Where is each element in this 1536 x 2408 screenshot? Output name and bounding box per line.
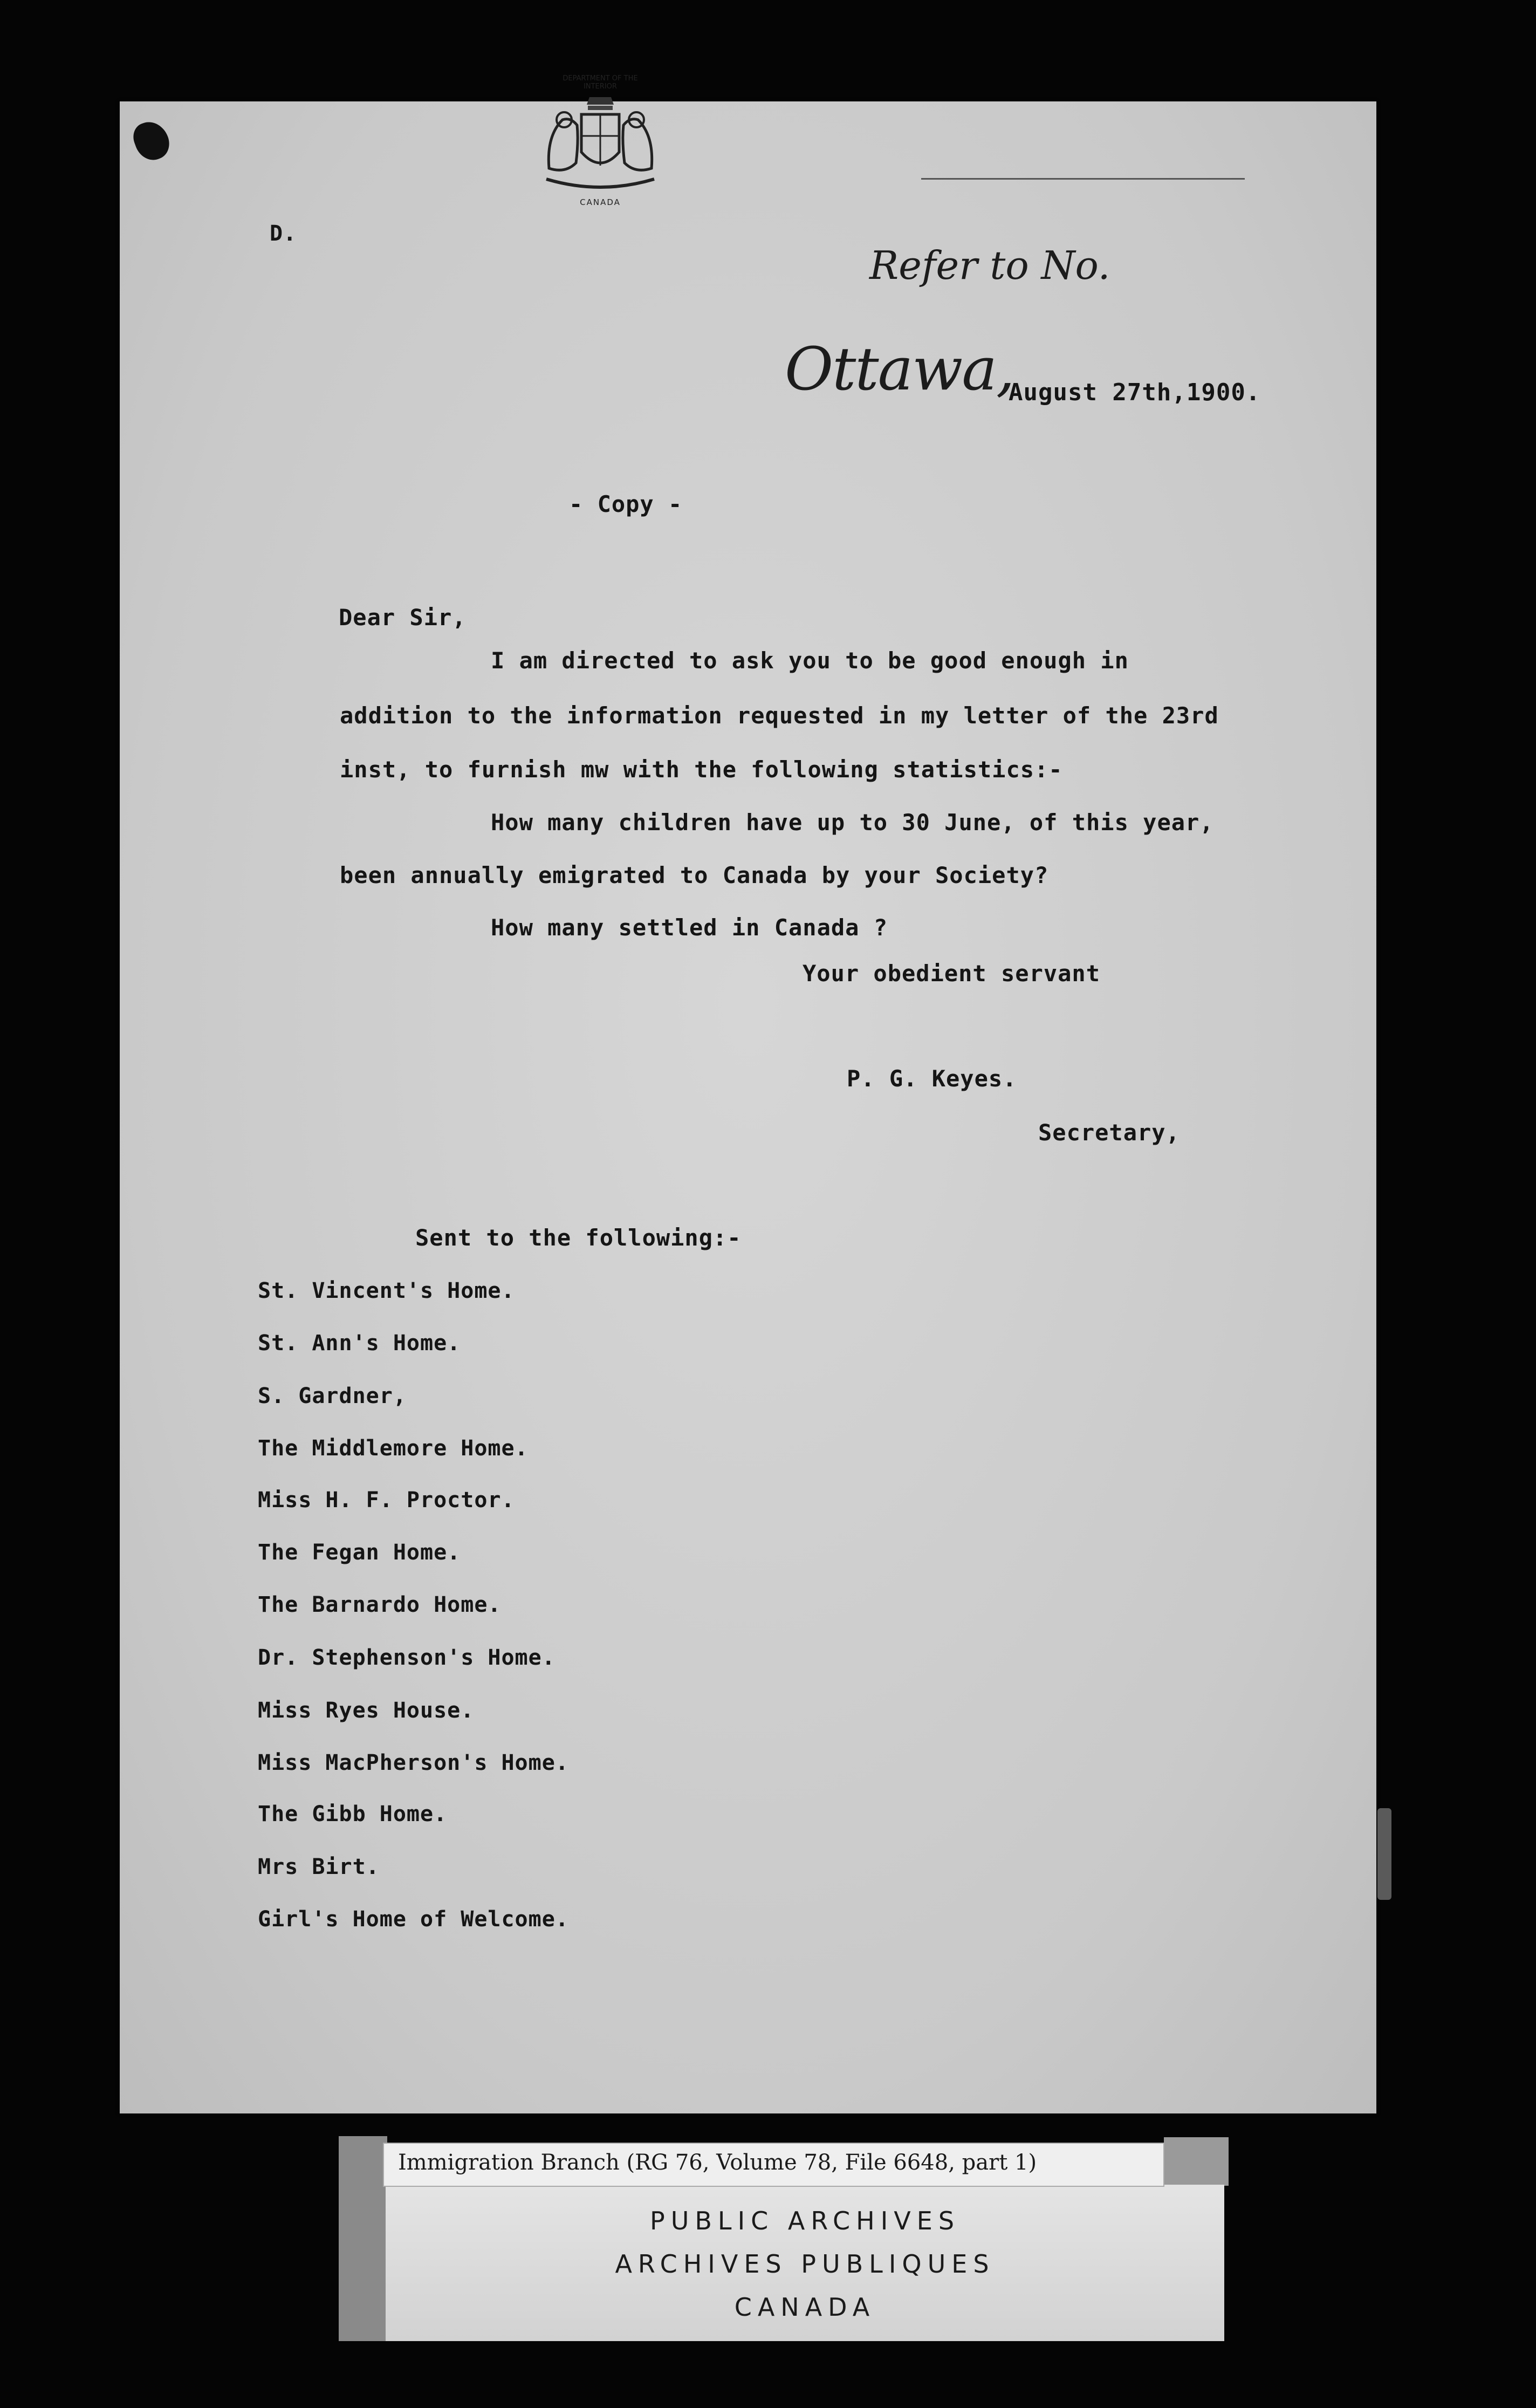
- body-line: inst, to furnish mw with the following statistics:-: [340, 756, 1063, 783]
- recipient-item: Miss MacPherson's Home.: [258, 1750, 569, 1775]
- place-name: Ottawa,: [785, 334, 1014, 403]
- recipient-item: The Fegan Home.: [258, 1540, 461, 1565]
- body-line: addition to the information requested in my letter of the 23rd: [340, 702, 1219, 729]
- recipient-item: The Gibb Home.: [258, 1802, 448, 1826]
- recipient-item: St. Vincent's Home.: [258, 1278, 515, 1303]
- crest-bottom-text: CANADA: [580, 197, 621, 207]
- closing-line: Your obedient servant: [803, 960, 1101, 987]
- recipient-item: Mrs Birt.: [258, 1855, 380, 1879]
- copy-label: - Copy -: [569, 491, 683, 517]
- recipient-item: Girl's Home of Welcome.: [258, 1907, 569, 1932]
- binder-clip: [1377, 1808, 1391, 1900]
- refer-to-line: [921, 178, 1245, 180]
- recipient-item: S. Gardner,: [258, 1384, 407, 1408]
- recipient-item: St. Ann's Home.: [258, 1331, 461, 1356]
- signature-title: Secretary,: [1038, 1119, 1180, 1146]
- signature-name: P. G. Keyes.: [847, 1065, 1017, 1092]
- body-line: been annually emigrated to Canada by your Society?: [340, 862, 1049, 888]
- recipient-item: Dr. Stephenson's Home.: [258, 1645, 556, 1670]
- coat-of-arms-icon: [538, 93, 662, 206]
- body-line: I am directed to ask you to be good enough in: [491, 647, 1129, 674]
- recipient-item: Miss Ryes House.: [258, 1698, 475, 1723]
- crest-top-text: DEPARTMENT OF THE INTERIOR: [563, 74, 638, 91]
- stamp-line: PUBLIC ARCHIVES: [649, 2206, 961, 2235]
- stamp-line: ARCHIVES PUBLIQUES: [615, 2249, 995, 2279]
- department-crest: [538, 74, 662, 209]
- archive-reference-label: [383, 2143, 1164, 2187]
- salutation: Dear Sir,: [339, 604, 467, 631]
- recipient-item: Miss H. F. Proctor.: [258, 1488, 515, 1513]
- stamp-line: CANADA: [734, 2293, 876, 2322]
- body-line: How many settled in Canada ?: [491, 914, 888, 941]
- archives-stamp: [386, 2185, 1224, 2341]
- recipient-item: The Middlemore Home.: [258, 1436, 529, 1461]
- refer-to-label: Refer to No.: [869, 243, 1110, 288]
- archive-reference-text: Immigration Branch (RG 76, Volume 78, File 6648, part 1): [398, 2150, 1037, 2175]
- label-edge: [1164, 2137, 1229, 2186]
- letter-date: August 27th,1900.: [1009, 379, 1261, 406]
- body-line: How many children have up to 30 June, of this year,: [491, 809, 1214, 836]
- recipients-heading: Sent to the following:-: [415, 1224, 742, 1251]
- label-edge: [339, 2136, 387, 2341]
- recipient-item: The Barnardo Home.: [258, 1592, 502, 1617]
- corner-mark: D.: [270, 221, 297, 246]
